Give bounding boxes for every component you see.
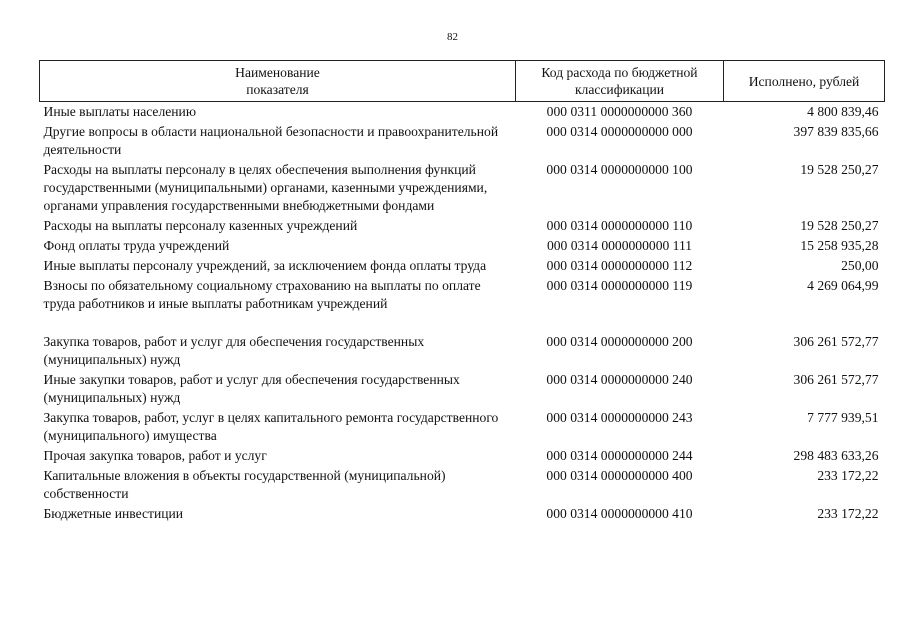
header-code-line-1: Код расхода по бюджетной bbox=[541, 65, 698, 80]
header-name-line-1: Наименование bbox=[235, 65, 320, 80]
row-code: 000 0314 0000000000 240 bbox=[546, 372, 693, 387]
table-row bbox=[40, 276, 885, 314]
table-row bbox=[40, 504, 885, 524]
header-name bbox=[40, 61, 516, 102]
table-row bbox=[40, 446, 885, 466]
table-row bbox=[40, 102, 885, 123]
table-row bbox=[40, 370, 885, 408]
table-row bbox=[40, 466, 885, 504]
header-name-line-2: показателя bbox=[246, 82, 309, 97]
row-code: 000 0314 0000000000 400 bbox=[546, 468, 693, 483]
row-code: 000 0314 0000000000 243 bbox=[546, 410, 693, 425]
spacer-cell bbox=[724, 314, 885, 332]
row-name: Иные выплаты населению bbox=[43, 104, 196, 119]
row-amount: 19 528 250,27 bbox=[800, 162, 879, 177]
row-name: Капитальные вложения в объекты государственной (муниципальной) собственности bbox=[43, 468, 446, 501]
row-code: 000 0314 0000000000 111 bbox=[546, 238, 693, 253]
row-name: Расходы на выплаты персоналу казенных учреждений bbox=[43, 218, 358, 233]
row-amount: 19 528 250,27 bbox=[800, 218, 879, 233]
row-name: Расходы на выплаты персоналу в целях обеспечения выполнения функций государственными (муниципальными) органами, казенными учреждениями, органами управления государственными внебюджетными фондами bbox=[43, 162, 488, 213]
row-amount: 4 800 839,46 bbox=[807, 104, 879, 119]
table-row bbox=[40, 122, 885, 160]
row-amount: 298 483 633,26 bbox=[793, 448, 879, 463]
row-amount: 250,00 bbox=[841, 258, 879, 273]
row-code: 000 0314 0000000000 110 bbox=[546, 218, 693, 233]
row-amount: 306 261 572,77 bbox=[793, 372, 879, 387]
row-code: 000 0314 0000000000 100 bbox=[546, 162, 693, 177]
table-row bbox=[40, 256, 885, 276]
row-amount: 397 839 835,66 bbox=[793, 124, 879, 139]
row-amount: 233 172,22 bbox=[817, 468, 879, 483]
row-code: 000 0314 0000000000 200 bbox=[546, 334, 693, 349]
page-number: 82 bbox=[447, 31, 458, 43]
row-code: 000 0314 0000000000 000 bbox=[546, 124, 693, 139]
row-code: 000 0314 0000000000 119 bbox=[546, 278, 693, 293]
budget-table bbox=[39, 60, 885, 524]
row-amount: 233 172,22 bbox=[817, 506, 879, 521]
table-row bbox=[40, 160, 885, 216]
row-code: 000 0314 0000000000 410 bbox=[546, 506, 693, 521]
row-code: 000 0314 0000000000 244 bbox=[546, 448, 693, 463]
header-amount bbox=[724, 61, 885, 102]
header-amount-line-1: Исполнено, рублей bbox=[748, 73, 860, 89]
row-name: Иные выплаты персоналу учреждений, за исключением фонда оплаты труда bbox=[43, 258, 487, 273]
table-row bbox=[40, 332, 885, 370]
row-name: Взносы по обязательному социальному страхованию на выплаты по оплате труда работников и иные выплаты работникам учреждений bbox=[43, 278, 481, 311]
row-name: Закупка товаров, работ и услуг для обеспечения государственных (муниципальных) нужд bbox=[43, 334, 425, 367]
table-row bbox=[40, 408, 885, 446]
table-header-row bbox=[40, 61, 885, 102]
row-name: Бюджетные инвестиции bbox=[43, 506, 184, 521]
spacer-cell bbox=[516, 314, 724, 332]
row-name: Другие вопросы в области национальной безопасности и правоохранительной деятельности bbox=[43, 124, 499, 157]
row-amount: 306 261 572,77 bbox=[793, 334, 879, 349]
header-code bbox=[516, 61, 724, 102]
row-code: 000 0311 0000000000 360 bbox=[546, 104, 693, 119]
row-amount: 15 258 935,28 bbox=[800, 238, 879, 253]
row-name: Прочая закупка товаров, работ и услуг bbox=[43, 448, 267, 463]
table-row bbox=[40, 216, 885, 236]
spacer-cell bbox=[40, 314, 516, 332]
row-amount: 4 269 064,99 bbox=[807, 278, 879, 293]
table-row bbox=[40, 236, 885, 256]
row-name: Фонд оплаты труда учреждений bbox=[43, 238, 230, 253]
row-code: 000 0314 0000000000 112 bbox=[546, 258, 693, 273]
row-amount: 7 777 939,51 bbox=[807, 410, 879, 425]
row-name: Закупка товаров, работ, услуг в целях капитального ремонта государственного (муниципального) имущества bbox=[43, 410, 499, 443]
header-code-line-2: классификации bbox=[574, 82, 665, 97]
table-row-spacer bbox=[40, 314, 885, 332]
row-name: Иные закупки товаров, работ и услуг для обеспечения государственных (муниципальных) нужд bbox=[43, 372, 460, 405]
